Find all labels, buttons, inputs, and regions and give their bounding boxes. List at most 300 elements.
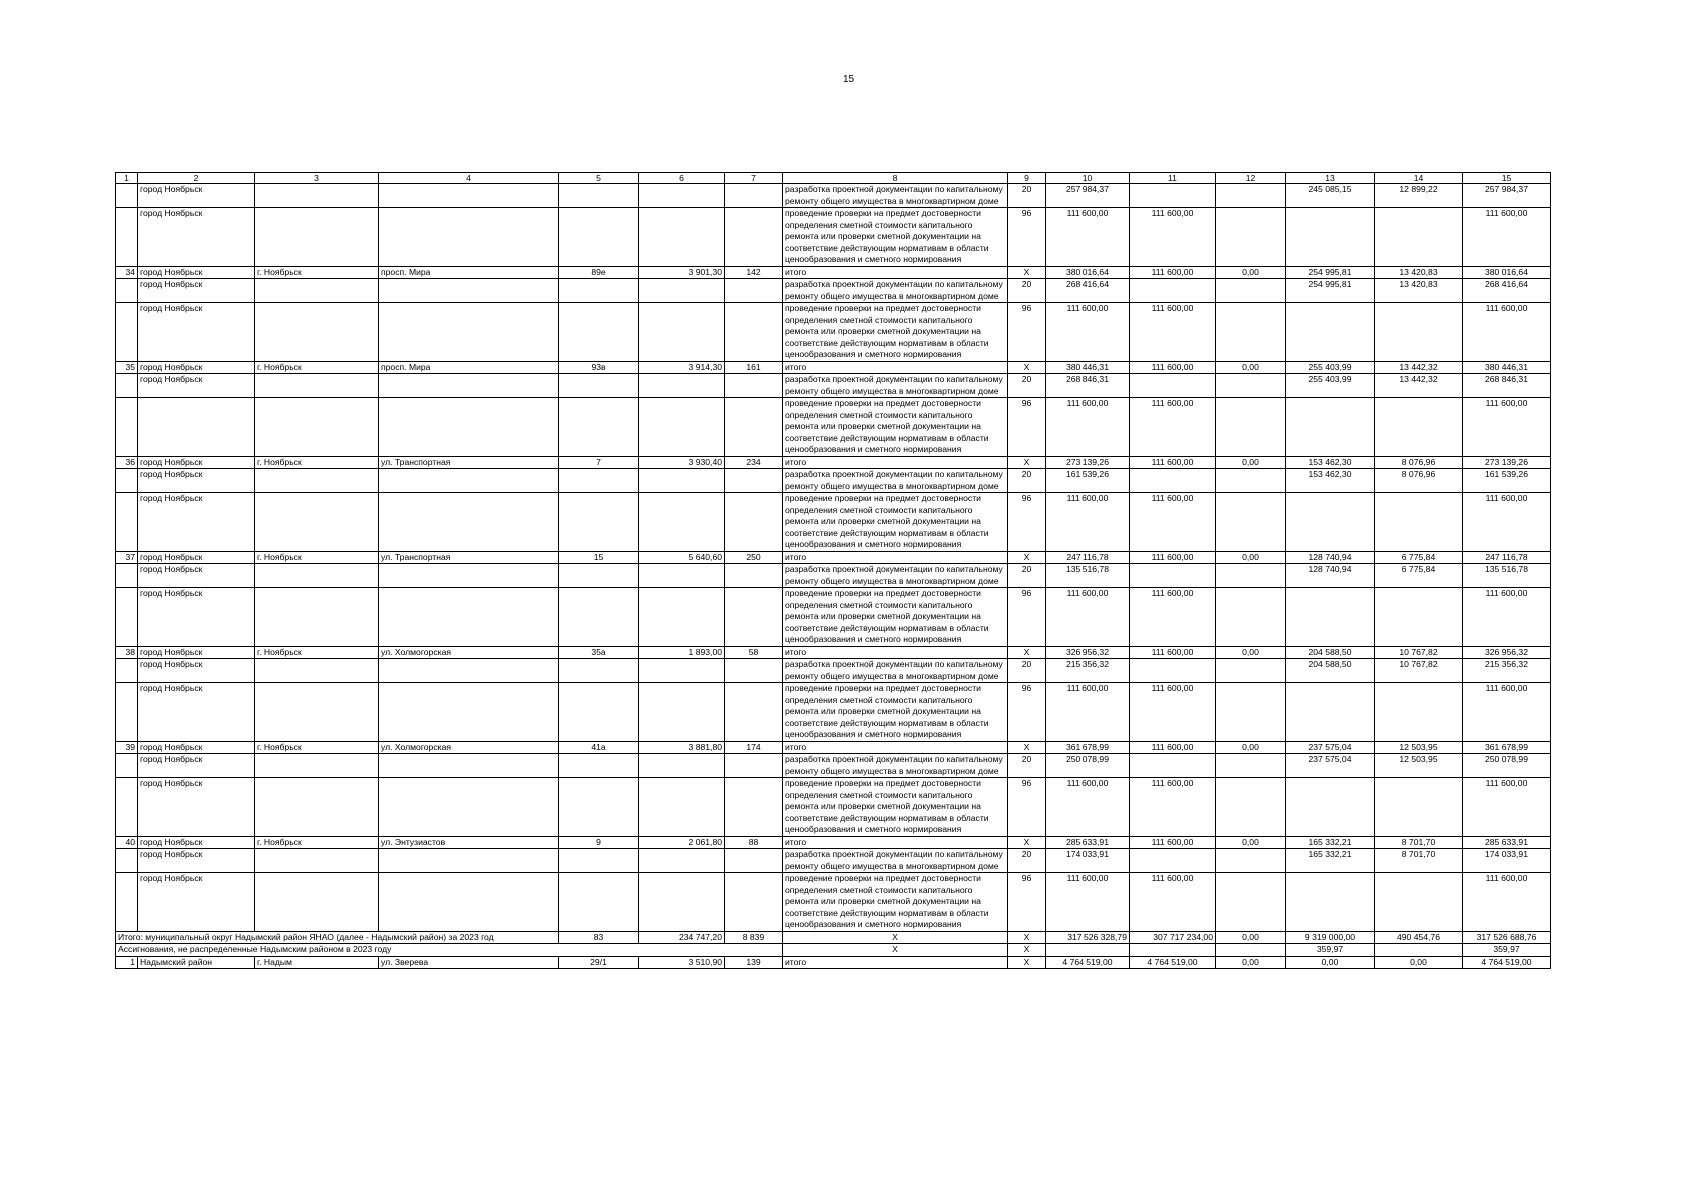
table-cell [1130,659,1216,683]
table-cell [1375,493,1463,552]
table-cell: 96 [1008,683,1046,742]
table-cell: 111 600,00 [1130,683,1216,742]
table-cell: 111 600,00 [1046,303,1130,362]
column-header: 7 [725,173,783,184]
unallocated-cell: 359,97 [1286,944,1375,957]
table-cell: 135 516,78 [1463,564,1551,588]
table-cell [1216,398,1286,457]
table-cell [379,303,559,362]
table-cell: 204 588,50 [1286,659,1375,683]
table-cell [116,588,138,647]
column-header: 6 [639,173,725,184]
table-cell: 111 600,00 [1046,208,1130,267]
table-cell: город Ноябрьск [138,303,255,362]
table-cell: г. Ноябрьск [255,361,379,374]
table-cell [1286,778,1375,837]
table-row [116,588,1551,647]
table-cell [1216,374,1286,398]
table-cell: 96 [1008,778,1046,837]
table-cell [725,303,783,362]
table-cell: 161 539,26 [1463,469,1551,493]
table-cell: 174 [725,741,783,754]
table-cell [559,588,639,647]
work-description-cell: разработка проектной документации по капитальному ремонту общего имущества в многоквартирном доме [783,184,1008,208]
table-cell: 111 600,00 [1130,873,1216,932]
table-cell [379,873,559,932]
table-cell: 111 600,00 [1130,493,1216,552]
table-cell: 111 600,00 [1463,683,1551,742]
work-description-cell: итого [783,551,1008,564]
table-cell: 234 [725,456,783,469]
table-cell: 128 740,94 [1286,551,1375,564]
column-header: 15 [1463,173,1551,184]
table-cell [725,374,783,398]
table-cell [379,849,559,873]
table-cell [255,659,379,683]
table-row [116,266,1551,279]
work-description-cell: итого [783,836,1008,849]
table-cell: 111 600,00 [1130,266,1216,279]
table-cell: 111 600,00 [1130,361,1216,374]
table-cell [1216,564,1286,588]
table-cell: 8 701,70 [1375,836,1463,849]
table-cell: 3 901,30 [639,266,725,279]
table-cell [116,374,138,398]
table-cell [255,873,379,932]
table-cell: 13 420,83 [1375,279,1463,303]
table-cell: 161 539,26 [1046,469,1130,493]
table-cell [1216,849,1286,873]
table-cell [639,184,725,208]
table-cell: 245 085,15 [1286,184,1375,208]
table-cell [255,683,379,742]
table-cell [255,303,379,362]
table-row [116,551,1551,564]
table-cell: 15 [559,551,639,564]
table-cell [639,398,725,457]
table-row [116,754,1551,778]
table-cell: 0,00 [1216,741,1286,754]
table-cell [116,279,138,303]
table-cell [1286,398,1375,457]
table-cell: 4 764 519,00 [1046,956,1130,969]
table-cell: просп. Мира [379,361,559,374]
table-cell: 3 510,90 [639,956,725,969]
table-cell [379,493,559,552]
table-cell [379,778,559,837]
table-cell [255,754,379,778]
table-cell: 96 [1008,398,1046,457]
table-cell: X [1008,361,1046,374]
table-cell: 93в [559,361,639,374]
table-cell: 5 640,60 [639,551,725,564]
table-cell: 135 516,78 [1046,564,1130,588]
total-label: Итого: муниципальный округ Надымский район ЯНАО (далее - Надымский район) за 2023 год [116,931,559,944]
column-header: 13 [1286,173,1375,184]
unallocated-cell [1046,944,1130,957]
table-row [116,836,1551,849]
table-cell [255,398,379,457]
table-cell [1216,303,1286,362]
table-cell [1375,873,1463,932]
table-row [116,374,1551,398]
table-cell: 40 [116,836,138,849]
table-cell [1216,778,1286,837]
table-cell: 41а [559,741,639,754]
column-header: 2 [138,173,255,184]
table-cell: ул. Зверева [379,956,559,969]
table-cell [1375,303,1463,362]
table-cell [116,849,138,873]
table-cell [559,279,639,303]
table-cell: 1 893,00 [639,646,725,659]
table-cell: 139 [725,956,783,969]
table-cell: 111 600,00 [1463,873,1551,932]
table-cell: 13 420,83 [1375,266,1463,279]
table-cell: 111 600,00 [1046,778,1130,837]
table-cell: 326 956,32 [1463,646,1551,659]
table-cell [725,184,783,208]
table-cell: город Ноябрьск [138,456,255,469]
table-cell: г. Ноябрьск [255,741,379,754]
table-cell [255,184,379,208]
table-cell [559,778,639,837]
table-cell: 38 [116,646,138,659]
table-cell: X [1008,456,1046,469]
table-cell [559,683,639,742]
table-cell [559,849,639,873]
column-header: 12 [1216,173,1286,184]
table-cell [379,469,559,493]
table-cell: г. Ноябрьск [255,836,379,849]
table-cell [1130,374,1216,398]
table-cell [379,564,559,588]
table-cell [116,303,138,362]
table-cell [559,754,639,778]
table-cell [639,683,725,742]
table-cell: 4 764 519,00 [1463,956,1551,969]
table-cell: 20 [1008,564,1046,588]
table-cell [379,659,559,683]
total-cell: X [783,931,1008,944]
table-cell: 8 701,70 [1375,849,1463,873]
table-cell [255,469,379,493]
table-cell: X [1008,266,1046,279]
table-cell [116,564,138,588]
table-cell: 20 [1008,184,1046,208]
table-cell: г. Ноябрьск [255,551,379,564]
table-cell: 165 332,21 [1286,836,1375,849]
table-cell [559,564,639,588]
column-header: 9 [1008,173,1046,184]
table-cell: 111 600,00 [1130,398,1216,457]
work-description-cell: проведение проверки на предмет достоверности определения сметной стоимости капитального ремонта или проверки сметной документации на соответствие действующим нормативам в области ценообразования и сметного нормирования [783,398,1008,457]
table-cell: 165 332,21 [1286,849,1375,873]
table-cell: 111 600,00 [1463,208,1551,267]
table-cell [639,849,725,873]
table-cell: 215 356,32 [1463,659,1551,683]
column-header: 14 [1375,173,1463,184]
table-cell: 0,00 [1216,646,1286,659]
table-cell: ул. Холмогорская [379,741,559,754]
table-row [116,456,1551,469]
table-cell: 0,00 [1216,361,1286,374]
work-description-cell: проведение проверки на предмет достоверности определения сметной стоимости капитального ремонта или проверки сметной документации на соответствие действующим нормативам в области ценообразования и сметного нормирования [783,303,1008,362]
work-description-cell: проведение проверки на предмет достоверности определения сметной стоимости капитального ремонта или проверки сметной документации на соответствие действующим нормативам в области ценообразования и сметного нормирования [783,683,1008,742]
table-cell: г. Ноябрьск [255,266,379,279]
table-cell: 0,00 [1216,551,1286,564]
table-cell: 111 600,00 [1130,836,1216,849]
table-cell: 153 462,30 [1286,456,1375,469]
table-body [116,184,1551,969]
table-cell: г. Надым [255,956,379,969]
total-cell: 0,00 [1216,931,1286,944]
table-cell [559,374,639,398]
table-cell: 96 [1008,493,1046,552]
table-cell [639,493,725,552]
table-cell [639,208,725,267]
table-cell: 326 956,32 [1046,646,1130,659]
table-row [116,361,1551,374]
table-cell: город Ноябрьск [138,683,255,742]
table-cell [1216,279,1286,303]
table-cell: 58 [725,646,783,659]
table-cell [559,208,639,267]
table-cell: 142 [725,266,783,279]
table-cell: город Ноябрьск [138,836,255,849]
table-cell [1216,754,1286,778]
table-cell [1286,493,1375,552]
table-cell: город Ноябрьск [138,279,255,303]
table-cell: 13 442,32 [1375,361,1463,374]
column-header: 5 [559,173,639,184]
table-cell [1130,849,1216,873]
table-cell [725,754,783,778]
table-cell: 12 503,95 [1375,754,1463,778]
table-cell [255,778,379,837]
table-cell: 0,00 [1216,266,1286,279]
table-cell [255,374,379,398]
table-cell: 35 [116,361,138,374]
table-cell: 273 139,26 [1463,456,1551,469]
table-cell: 380 016,64 [1463,266,1551,279]
table-cell [725,208,783,267]
table-cell [1216,659,1286,683]
table-cell: город Ноябрьск [138,588,255,647]
table-cell [116,683,138,742]
table-cell [725,659,783,683]
table-cell [255,849,379,873]
table-cell [116,754,138,778]
table-row [116,564,1551,588]
table-cell [379,588,559,647]
budget-table [115,172,1551,969]
work-description-cell: разработка проектной документации по капитальному ремонту общего имущества в многоквартирном доме [783,564,1008,588]
table-cell: 111 600,00 [1463,778,1551,837]
table-cell: 96 [1008,208,1046,267]
table-cell [559,659,639,683]
table-cell: 4 764 519,00 [1130,956,1216,969]
table-cell: 237 575,04 [1286,754,1375,778]
table-cell: город Ноябрьск [138,266,255,279]
unallocated-cell [1216,944,1286,957]
table-cell [116,184,138,208]
total-cell: 83 [559,931,639,944]
table-cell: 254 995,81 [1286,266,1375,279]
table-cell [1375,398,1463,457]
table-cell: 37 [116,551,138,564]
table-cell: 20 [1008,279,1046,303]
table-cell: 174 033,91 [1463,849,1551,873]
table-cell: 268 416,64 [1046,279,1130,303]
table-cell: г. Ноябрьск [255,456,379,469]
table-cell: 111 600,00 [1130,588,1216,647]
table-row [116,873,1551,932]
table-cell: 111 600,00 [1046,398,1130,457]
table-cell: 111 600,00 [1130,551,1216,564]
table-cell [1286,683,1375,742]
table-cell: 2 061,80 [639,836,725,849]
table-cell [1375,208,1463,267]
table-row-final [116,956,1551,969]
table-cell: Надымский район [138,956,255,969]
table-cell: 111 600,00 [1130,208,1216,267]
table-cell: 204 588,50 [1286,646,1375,659]
work-description-cell: итого [783,456,1008,469]
column-header: 8 [783,173,1008,184]
table-cell: 111 600,00 [1463,398,1551,457]
table-cell: 96 [1008,588,1046,647]
table-cell: 13 442,32 [1375,374,1463,398]
table-cell: 6 775,84 [1375,551,1463,564]
table-cell: 0,00 [1216,836,1286,849]
table-cell: 3 930,40 [639,456,725,469]
unallocated-cell: X [1008,944,1046,957]
table-cell: 20 [1008,849,1046,873]
table-cell: 34 [116,266,138,279]
table-cell [1216,683,1286,742]
table-cell [1286,873,1375,932]
table-cell: 380 446,31 [1046,361,1130,374]
table-row [116,469,1551,493]
table-cell [639,279,725,303]
table-cell: 250 [725,551,783,564]
table-cell: 247 116,78 [1463,551,1551,564]
table-cell: 88 [725,836,783,849]
work-description-cell: итого [783,741,1008,754]
table-cell [559,398,639,457]
table-cell [559,469,639,493]
table-cell [116,208,138,267]
table-cell: 96 [1008,873,1046,932]
table-cell: 111 600,00 [1046,493,1130,552]
work-description-cell: проведение проверки на предмет достоверности определения сметной стоимости капитального ремонта или проверки сметной документации на соответствие действующим нормативам в области ценообразования и сметного нормирования [783,493,1008,552]
table-row [116,493,1551,552]
header-row [116,173,1551,184]
table-cell: 111 600,00 [1130,646,1216,659]
table-row [116,303,1551,362]
table-cell [725,469,783,493]
work-description-cell: разработка проектной документации по капитальному ремонту общего имущества в многоквартирном доме [783,659,1008,683]
table-cell [725,778,783,837]
table-cell: 0,00 [1286,956,1375,969]
table-cell [255,493,379,552]
work-description-cell: итого [783,646,1008,659]
table-cell [1216,469,1286,493]
table-row [116,741,1551,754]
table-cell [138,398,255,457]
table-row [116,184,1551,208]
table-cell: 96 [1008,303,1046,362]
table-cell: 268 846,31 [1463,374,1551,398]
table-cell [116,659,138,683]
table-cell: г. Ноябрьск [255,646,379,659]
total-cell: 317 526 328,79 [1046,931,1130,944]
work-description-cell: итого [783,266,1008,279]
column-header: 11 [1130,173,1216,184]
total-cell: 9 319 000,00 [1286,931,1375,944]
table-cell: 111 600,00 [1130,778,1216,837]
table-cell: 380 446,31 [1463,361,1551,374]
table-cell: 1 [116,956,138,969]
table-cell: 268 416,64 [1463,279,1551,303]
table-cell [1286,588,1375,647]
table-cell: 12 899,22 [1375,184,1463,208]
table-cell: ул. Холмогорская [379,646,559,659]
table-cell: город Ноябрьск [138,659,255,683]
table-cell [725,683,783,742]
table-cell [116,469,138,493]
table-cell: 285 633,91 [1046,836,1130,849]
table-cell [379,208,559,267]
column-header: 10 [1046,173,1130,184]
table-cell [639,873,725,932]
table-cell: 36 [116,456,138,469]
table-row [116,683,1551,742]
table-cell: ул. Транспортная [379,456,559,469]
table-cell: X [1008,956,1046,969]
table-cell: город Ноябрьск [138,849,255,873]
table-cell [116,493,138,552]
table-cell [639,564,725,588]
table-row [116,646,1551,659]
table-cell: 0,00 [1216,456,1286,469]
table-cell [116,398,138,457]
table-cell [379,279,559,303]
table-cell: 268 846,31 [1046,374,1130,398]
table-cell: 257 984,37 [1046,184,1130,208]
table-cell: 111 600,00 [1046,588,1130,647]
table-row [116,778,1551,837]
table-cell: 257 984,37 [1463,184,1551,208]
table-cell: город Ноябрьск [138,208,255,267]
work-description-cell: проведение проверки на предмет достоверности определения сметной стоимости капитального ремонта или проверки сметной документации на соответствие действующим нормативам в области ценообразования и сметного нормирования [783,873,1008,932]
total-row [116,931,1551,944]
table-cell [1130,564,1216,588]
table-cell [255,279,379,303]
table-cell: 111 600,00 [1130,456,1216,469]
table-cell [379,683,559,742]
table-cell: X [1008,646,1046,659]
table-cell: 29/1 [559,956,639,969]
table-cell [725,588,783,647]
table-cell: город Ноябрьск [138,564,255,588]
table-cell [379,184,559,208]
table-cell [1286,303,1375,362]
table-cell: город Ноябрьск [138,646,255,659]
table-cell: 285 633,91 [1463,836,1551,849]
table-cell [725,873,783,932]
